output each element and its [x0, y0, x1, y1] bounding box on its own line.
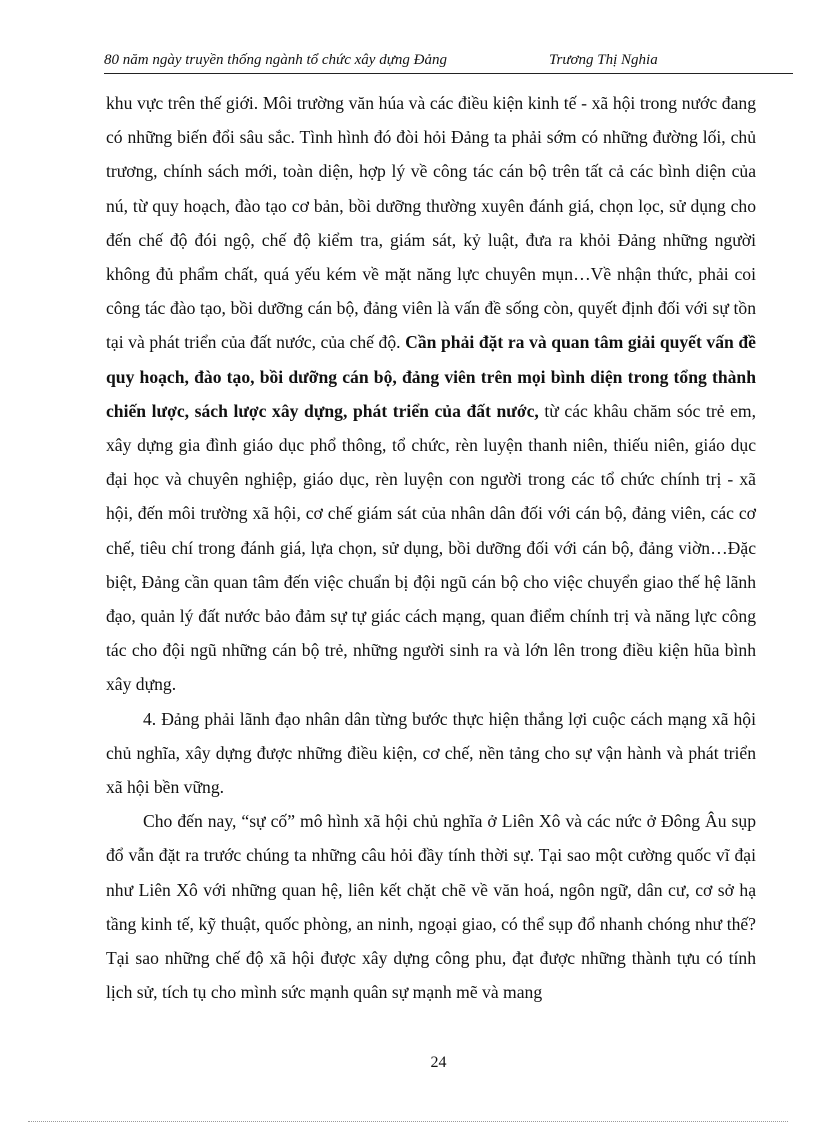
paragraph-1-tail: từ các khâu chăm sóc trẻ em, xây dựng gia đình giáo dục phổ thông, tổ chức, rèn luyện thanh niên, thiếu niên, giáo dục đại học và chuyên nghiệp, giáo dục, rèn luyện con người trong các tổ chức chính trị - xã hội, đến môi trường xã hội, cơ chế giám sát của nhân dân đối với cán bộ, đảng viên, các cơ chế, tiêu chí trong đánh giá, lựa chọn, sử dụng, bồi dưỡng đối với cán bộ, đảng viờn…Đặc biệt, Đảng cần quan tâm đến việc chuẩn bị đội ngũ cán bộ cho việc chuyển giao thế hệ lãnh đạo, quản lý đất nước bảo đảm sự tự giác cách mạng, quan điểm chính trị và năng lực công tác cho đội ngũ những cán bộ trẻ, những người sinh ra và lớn lên trong điều kiện hũa bình xây dựng.: [106, 400, 756, 695]
paragraph-3: Cho đến nay, “sự cố” mô hình xã hội chủ nghĩa ở Liên Xô và các nức ở Đông Âu sụp đổ vẫn đặt ra trước chúng ta những câu hỏi đầy tính thời sự. Tại sao một cường quốc vĩ đại như Liên Xô với những quan hệ, liên kết chặt chẽ về văn hoá, ngôn ngữ, dân cư, cơ sở hạ tầng kinh tế, kỹ thuật, quốc phòng, an ninh, ngoại giao, có thể sụp đổ nhanh chóng như thế? Tại sao những chế độ xã hội được xây dựng công phu, đạt được những thành tựu có tính lịch sử, tích tụ cho mình sức mạnh quân sự mạnh mẽ và mang: [106, 811, 756, 1003]
paragraph-2: 4. Đảng phải lãnh đạo nhân dân từng bước thực hiện thắng lợi cuộc cách mạng xã hội chủ nghĩa, xây dựng được những điều kiện, cơ chế, nền tảng cho sự vận hành và phát triển xã hội bền vững.: [106, 708, 756, 798]
paragraph-1-bold: Cần phải đặt ra và quan tâm giải quyết vấn đề quy hoạch, đào tạo, bồi dưỡng cán bộ, đảng viên trên mọi bình diện trong tổng thành chiến lược, sách lược xây dựng, phát triển của đất nước,: [106, 332, 756, 421]
header-rule: [104, 73, 793, 74]
running-header: [104, 51, 793, 73]
header-title: 80 năm ngày truyền thống ngành tổ chức xây dựng Đảng: [104, 52, 447, 68]
document-body: [106, 86, 756, 1009]
paragraph-1: [106, 86, 756, 702]
header-author: Trương Thị Nghia: [549, 52, 658, 68]
paragraph-1-lead: khu vực trên thế giới. Môi trường văn húa và các điều kiện kinh tế - xã hội trong nước đang có những biến đổi sâu sắc. Tình hình đó đòi hỏi Đảng ta phải sớm có những đường lối, chủ trương, chính sách mới, toàn diện, hợp lý về công tác cán bộ trên tất cả các bình diện của nú, từ quy hoạch, đào tạo cơ bản, bồi dưỡng thường xuyên đánh giá, chọn lọc, sử dụng cho đến chế độ đói ngộ, chế độ kiểm tra, giám sát, kỷ luật, đưa ra khỏi Đảng những người không đủ phẩm chất, quá yếu kém về mặt năng lực chuyên mụn…Về nhận thức, phải coi công tác đào tạo, bồi dưỡng cán bộ, đảng viên là vấn đề sống còn, quyết định đối với sự tồn tại và phát triển của đất nước, của chế độ.: [106, 93, 756, 353]
page-number: 24: [430, 1054, 447, 1071]
footer-rule: [28, 1121, 788, 1122]
